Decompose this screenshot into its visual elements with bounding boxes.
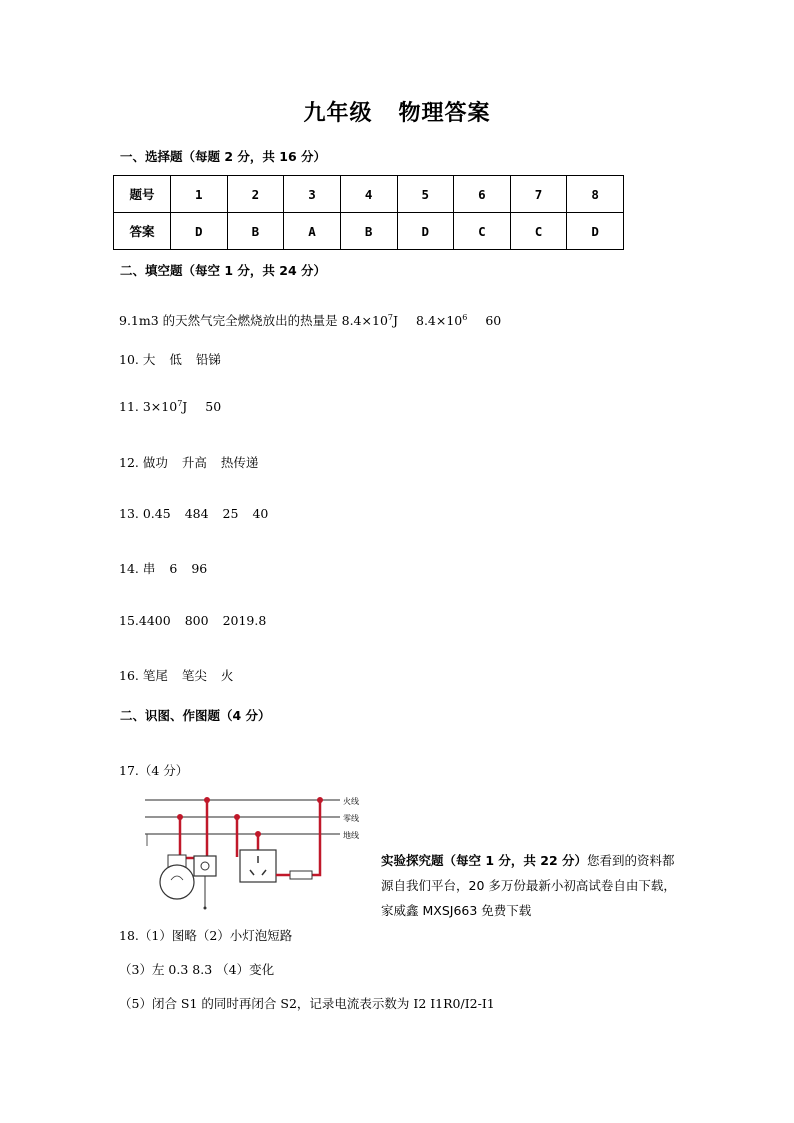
section-drawing-heading: 二、识图、作图题（4 分） xyxy=(120,708,271,723)
fuse-icon xyxy=(290,871,312,879)
answer-part: 40 xyxy=(252,506,269,521)
table-cell: 3 xyxy=(284,176,341,213)
q9-answer-2: $8.4\times 10^6$ xyxy=(416,312,468,328)
answer-q18-line2: （3）左 0.3 8.3 （4）变化 xyxy=(119,962,275,977)
table-cell: 2 xyxy=(227,176,284,213)
table-cell: 8 xyxy=(567,176,624,213)
table-cell: C xyxy=(454,213,511,250)
page-title xyxy=(0,96,794,127)
answer-q11 xyxy=(119,399,221,414)
answer-part: 16. 笔尾 xyxy=(119,668,168,683)
title-subject: 物理答案 xyxy=(398,101,491,126)
answer-q12 xyxy=(119,453,258,471)
answer-part: 10. 大 xyxy=(119,352,156,367)
table-row xyxy=(114,176,624,213)
q9-answer-1: 9.1m3 的天然气完全燃烧放出的热量是 $8.4\times 10^7J$ xyxy=(119,312,399,328)
table-cell: B xyxy=(340,213,397,250)
experiment-section xyxy=(381,848,681,923)
answer-part: 25 xyxy=(222,506,239,521)
answer-part: 火 xyxy=(220,668,234,683)
answer-part: 484 xyxy=(184,506,209,521)
q9-answer-3: 60 xyxy=(485,313,502,328)
table-cell: 7 xyxy=(510,176,567,213)
neutral-label: 零线 xyxy=(343,814,359,823)
answer-part: 14. 串 xyxy=(119,561,156,576)
table-cell: 1 xyxy=(171,176,228,213)
switch-icon xyxy=(194,856,216,910)
answer-part: 15.4400 xyxy=(119,613,171,628)
title-grade: 九年级 xyxy=(303,101,373,126)
answer-q9 xyxy=(119,311,501,329)
answer-part: 6 xyxy=(169,561,178,576)
answer-q14 xyxy=(119,559,207,577)
answer-part: 12. 做功 xyxy=(119,455,168,470)
table-cell: A xyxy=(284,213,341,250)
answer-part: 低 xyxy=(169,352,182,367)
answer-part: 升高 xyxy=(181,455,207,470)
section-experiment-heading: 实验探究题（每空 1 分，共 22 分） xyxy=(381,853,588,868)
answer-part: 笔尖 xyxy=(181,668,207,683)
q11-answer-2: 50 xyxy=(205,399,222,415)
answer-part: 13. 0.45 xyxy=(119,506,171,521)
light-bulb-icon xyxy=(160,855,194,899)
row-label-number: 题号 xyxy=(114,176,171,213)
answer-part: 热传递 xyxy=(220,455,259,470)
answer-q10 xyxy=(119,350,221,368)
table-cell: D xyxy=(567,213,624,250)
q11-answer-1: 11. $3\times 10^7J$ xyxy=(119,399,188,415)
answer-part: 96 xyxy=(191,561,208,576)
live-label: 火线 xyxy=(343,797,359,806)
promo-note: 您看到的资料都源自我们平台，20 多万份最新小初高试卷自由下载，家威鑫 MXSJ663 免费下载 xyxy=(381,853,676,918)
answer-q18-line3: （5）闭合 S1 的同时再闭合 S2，记录电流表示数为 I2 I1R0/I2-I1 xyxy=(119,996,495,1011)
answer-part: 铅锑 xyxy=(195,352,221,367)
answer-q13 xyxy=(119,506,268,521)
answer-part: 800 xyxy=(184,613,209,628)
answer-q18-line1: 18.（1）图略（2）小灯泡短路 xyxy=(119,928,293,943)
section-fill-heading: 二、填空题（每空 1 分，共 24 分） xyxy=(120,263,327,278)
answer-table xyxy=(113,175,624,250)
table-cell: 5 xyxy=(397,176,454,213)
circuit-diagram xyxy=(140,790,370,915)
answer-q17: 17.（4 分） xyxy=(119,763,189,778)
table-cell: 4 xyxy=(340,176,397,213)
answer-q15 xyxy=(119,613,266,628)
table-cell: 6 xyxy=(454,176,511,213)
ground-label: 地线 xyxy=(343,831,359,840)
table-cell: C xyxy=(510,213,567,250)
table-row xyxy=(114,213,624,250)
row-label-answer: 答案 xyxy=(114,213,171,250)
table-cell: B xyxy=(227,213,284,250)
section-choice-heading: 一、选择题（每题 2 分，共 16 分） xyxy=(120,149,327,164)
answer-q16 xyxy=(119,666,233,684)
socket-icon xyxy=(240,850,276,882)
table-cell: D xyxy=(397,213,454,250)
answer-part: 2019.8 xyxy=(222,613,267,628)
table-cell: D xyxy=(171,213,228,250)
